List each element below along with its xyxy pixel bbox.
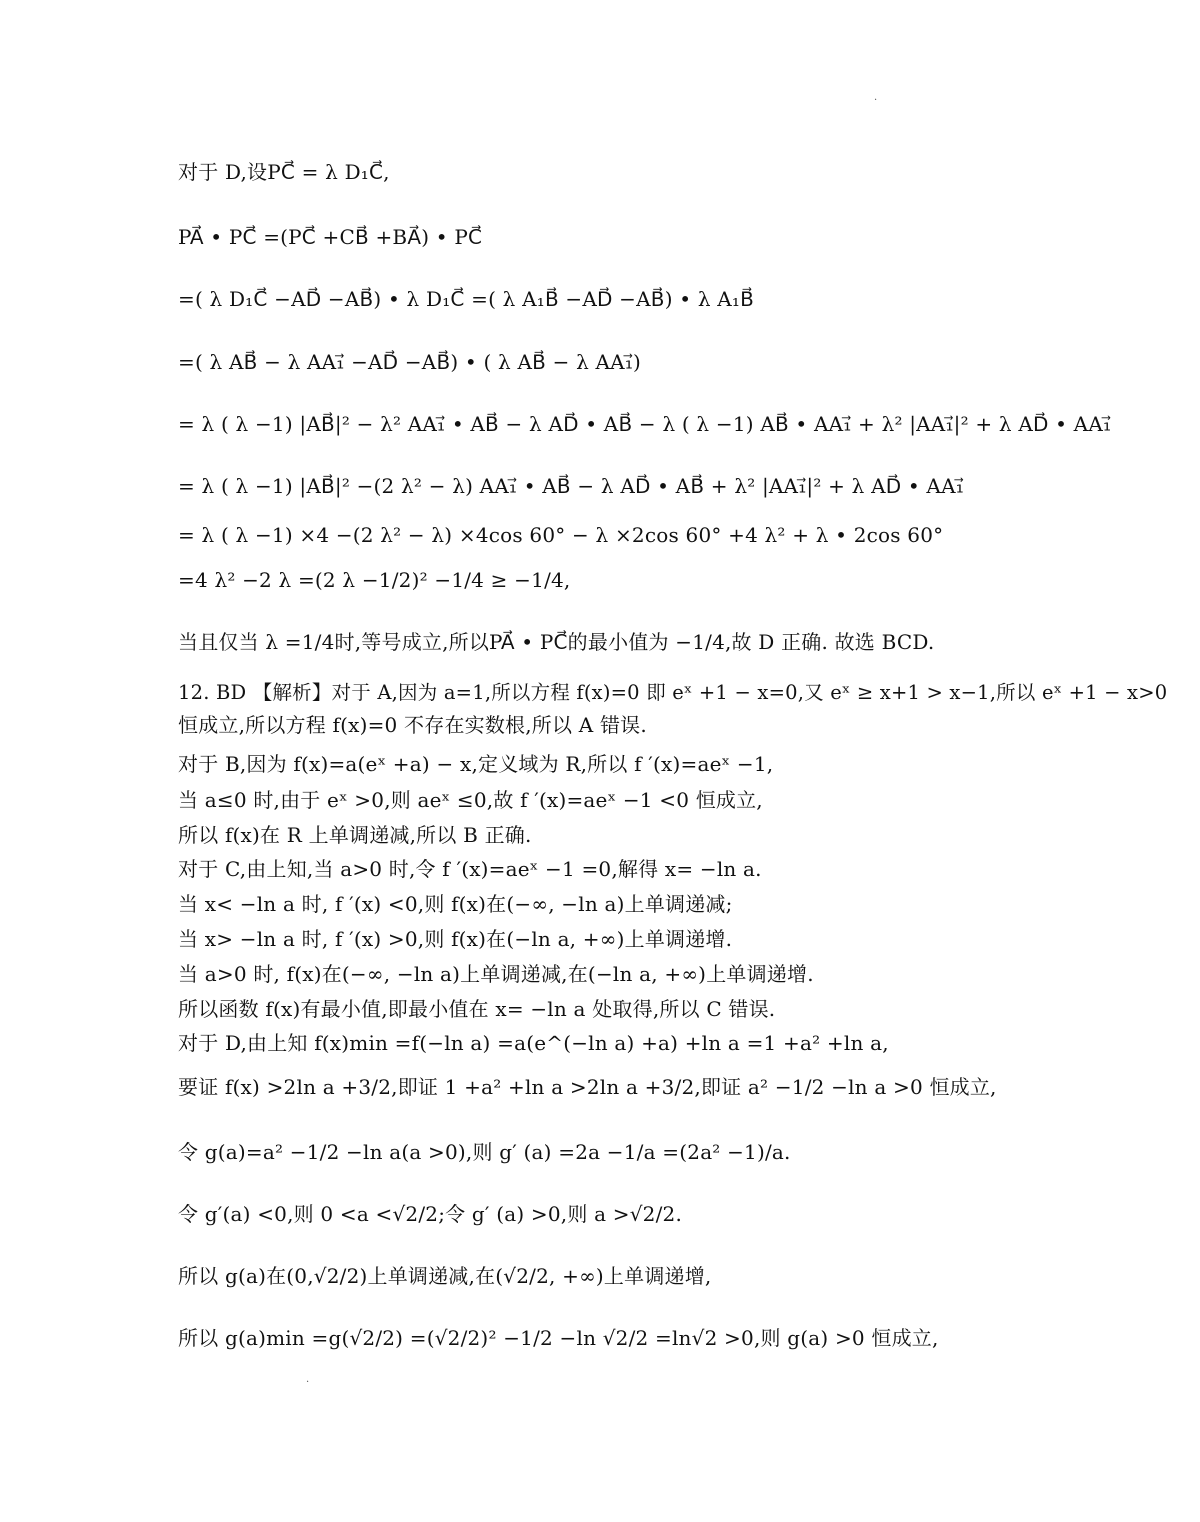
text-line: 恒成立,所以方程 f(x)=0 不存在实数根,所以 A 错误. — [178, 713, 647, 737]
text-line: 当 a>0 时, f(x)在(−∞, −ln a)上单调递减,在(−ln a, +∞)上单调递增. — [178, 962, 814, 986]
text-line: 令 g′(a) <0,则 0 <a <√2/2;令 g′ (a) >0,则 a >√2/2. — [178, 1202, 683, 1226]
text-line: PA⃗ • PC⃗ =(PC⃗ +CB⃗ +BA⃗) • PC⃗ — [178, 225, 483, 249]
text-line: =( λ AB⃗ − λ AA₁⃗ −AD⃗ −AB⃗) • ( λ AB⃗ − λ AA₁⃗) — [178, 350, 642, 374]
text-line: 所以函数 f(x)有最小值,即最小值在 x= −ln a 处取得,所以 C 错误. — [178, 997, 776, 1021]
text-line: 12. BD 【解析】对于 A,因为 a=1,所以方程 f(x)=0 即 eˣ +1 − x=0,又 eˣ ≥ x+1 > x−1,所以 eˣ +1 − x>0 — [178, 681, 1168, 704]
text-line: 当 x> −ln a 时, f ′(x) >0,则 f(x)在(−ln a, +∞)上单调递增. — [178, 927, 733, 951]
text-line: = λ ( λ −1) |AB⃗|² −(2 λ² − λ) AA₁⃗ • AB⃗ − λ AD⃗ • AB⃗ + λ² |AA₁⃗|² + λ AD⃗ • AA₁⃗ — [178, 474, 964, 498]
decorative-dot: . — [306, 1374, 310, 1385]
text-line: 所以 g(a)在(0,√2/2)上单调递减,在(√2/2, +∞)上单调递增, — [178, 1264, 712, 1288]
text-line: 对于 C,由上知,当 a>0 时,令 f ′(x)=aeˣ −1 =0,解得 x= −ln a. — [178, 857, 762, 881]
text-line: 对于 B,因为 f(x)=a(eˣ +a) − x,定义域为 R,所以 f ′(x)=aeˣ −1, — [178, 752, 774, 776]
text-line: 当且仅当 λ =1/4时,等号成立,所以PA⃗ • PC⃗的最小值为 −1/4,故 D 正确. 故选 BCD. — [178, 630, 935, 654]
text-line: = λ ( λ −1) ×4 −(2 λ² − λ) ×4cos 60° − λ ×2cos 60° +4 λ² + λ • 2cos 60° — [178, 523, 944, 547]
text-line: 令 g(a)=a² −1/2 −ln a(a >0),则 g′ (a) =2a −1/a =(2a² −1)/a. — [178, 1140, 791, 1164]
text-line: 对于 D,设PC⃗ = λ D₁C⃗, — [178, 160, 390, 184]
text-line: =( λ D₁C⃗ −AD⃗ −AB⃗) • λ D₁C⃗ =( λ A₁B⃗ −AD⃗ −AB⃗) • λ A₁B⃗ — [178, 287, 755, 311]
text-line: 要证 f(x) >2ln a +3/2,即证 1 +a² +ln a >2ln a +3/2,即证 a² −1/2 −ln a >0 恒成立, — [178, 1075, 997, 1099]
decorative-dot: . — [874, 92, 878, 103]
text-line: 当 x< −ln a 时, f ′(x) <0,则 f(x)在(−∞, −ln a)上单调递减; — [178, 892, 733, 916]
text-line: = λ ( λ −1) |AB⃗|² − λ² AA₁⃗ • AB⃗ − λ AD⃗ • AB⃗ − λ ( λ −1) AB⃗ • AA₁⃗ + λ² |AA₁⃗|² + λ AD⃗ • AA₁⃗ — [178, 412, 1112, 436]
text-line: 所以 g(a)min =g(√2/2) =(√2/2)² −1/2 −ln √2/2 =ln√2 >0,则 g(a) >0 恒成立, — [178, 1326, 939, 1350]
text-line: =4 λ² −2 λ =(2 λ −1/2)² −1/4 ≥ −1/4, — [178, 568, 571, 592]
text-line: 当 a≤0 时,由于 eˣ >0,则 aeˣ ≤0,故 f ′(x)=aeˣ −1 <0 恒成立, — [178, 788, 763, 812]
text-line: 对于 D,由上知 f(x)min =f(−ln a) =a(e^(−ln a) +a) +ln a =1 +a² +ln a, — [178, 1031, 889, 1055]
text-line: 所以 f(x)在 R 上单调递减,所以 B 正确. — [178, 823, 532, 847]
